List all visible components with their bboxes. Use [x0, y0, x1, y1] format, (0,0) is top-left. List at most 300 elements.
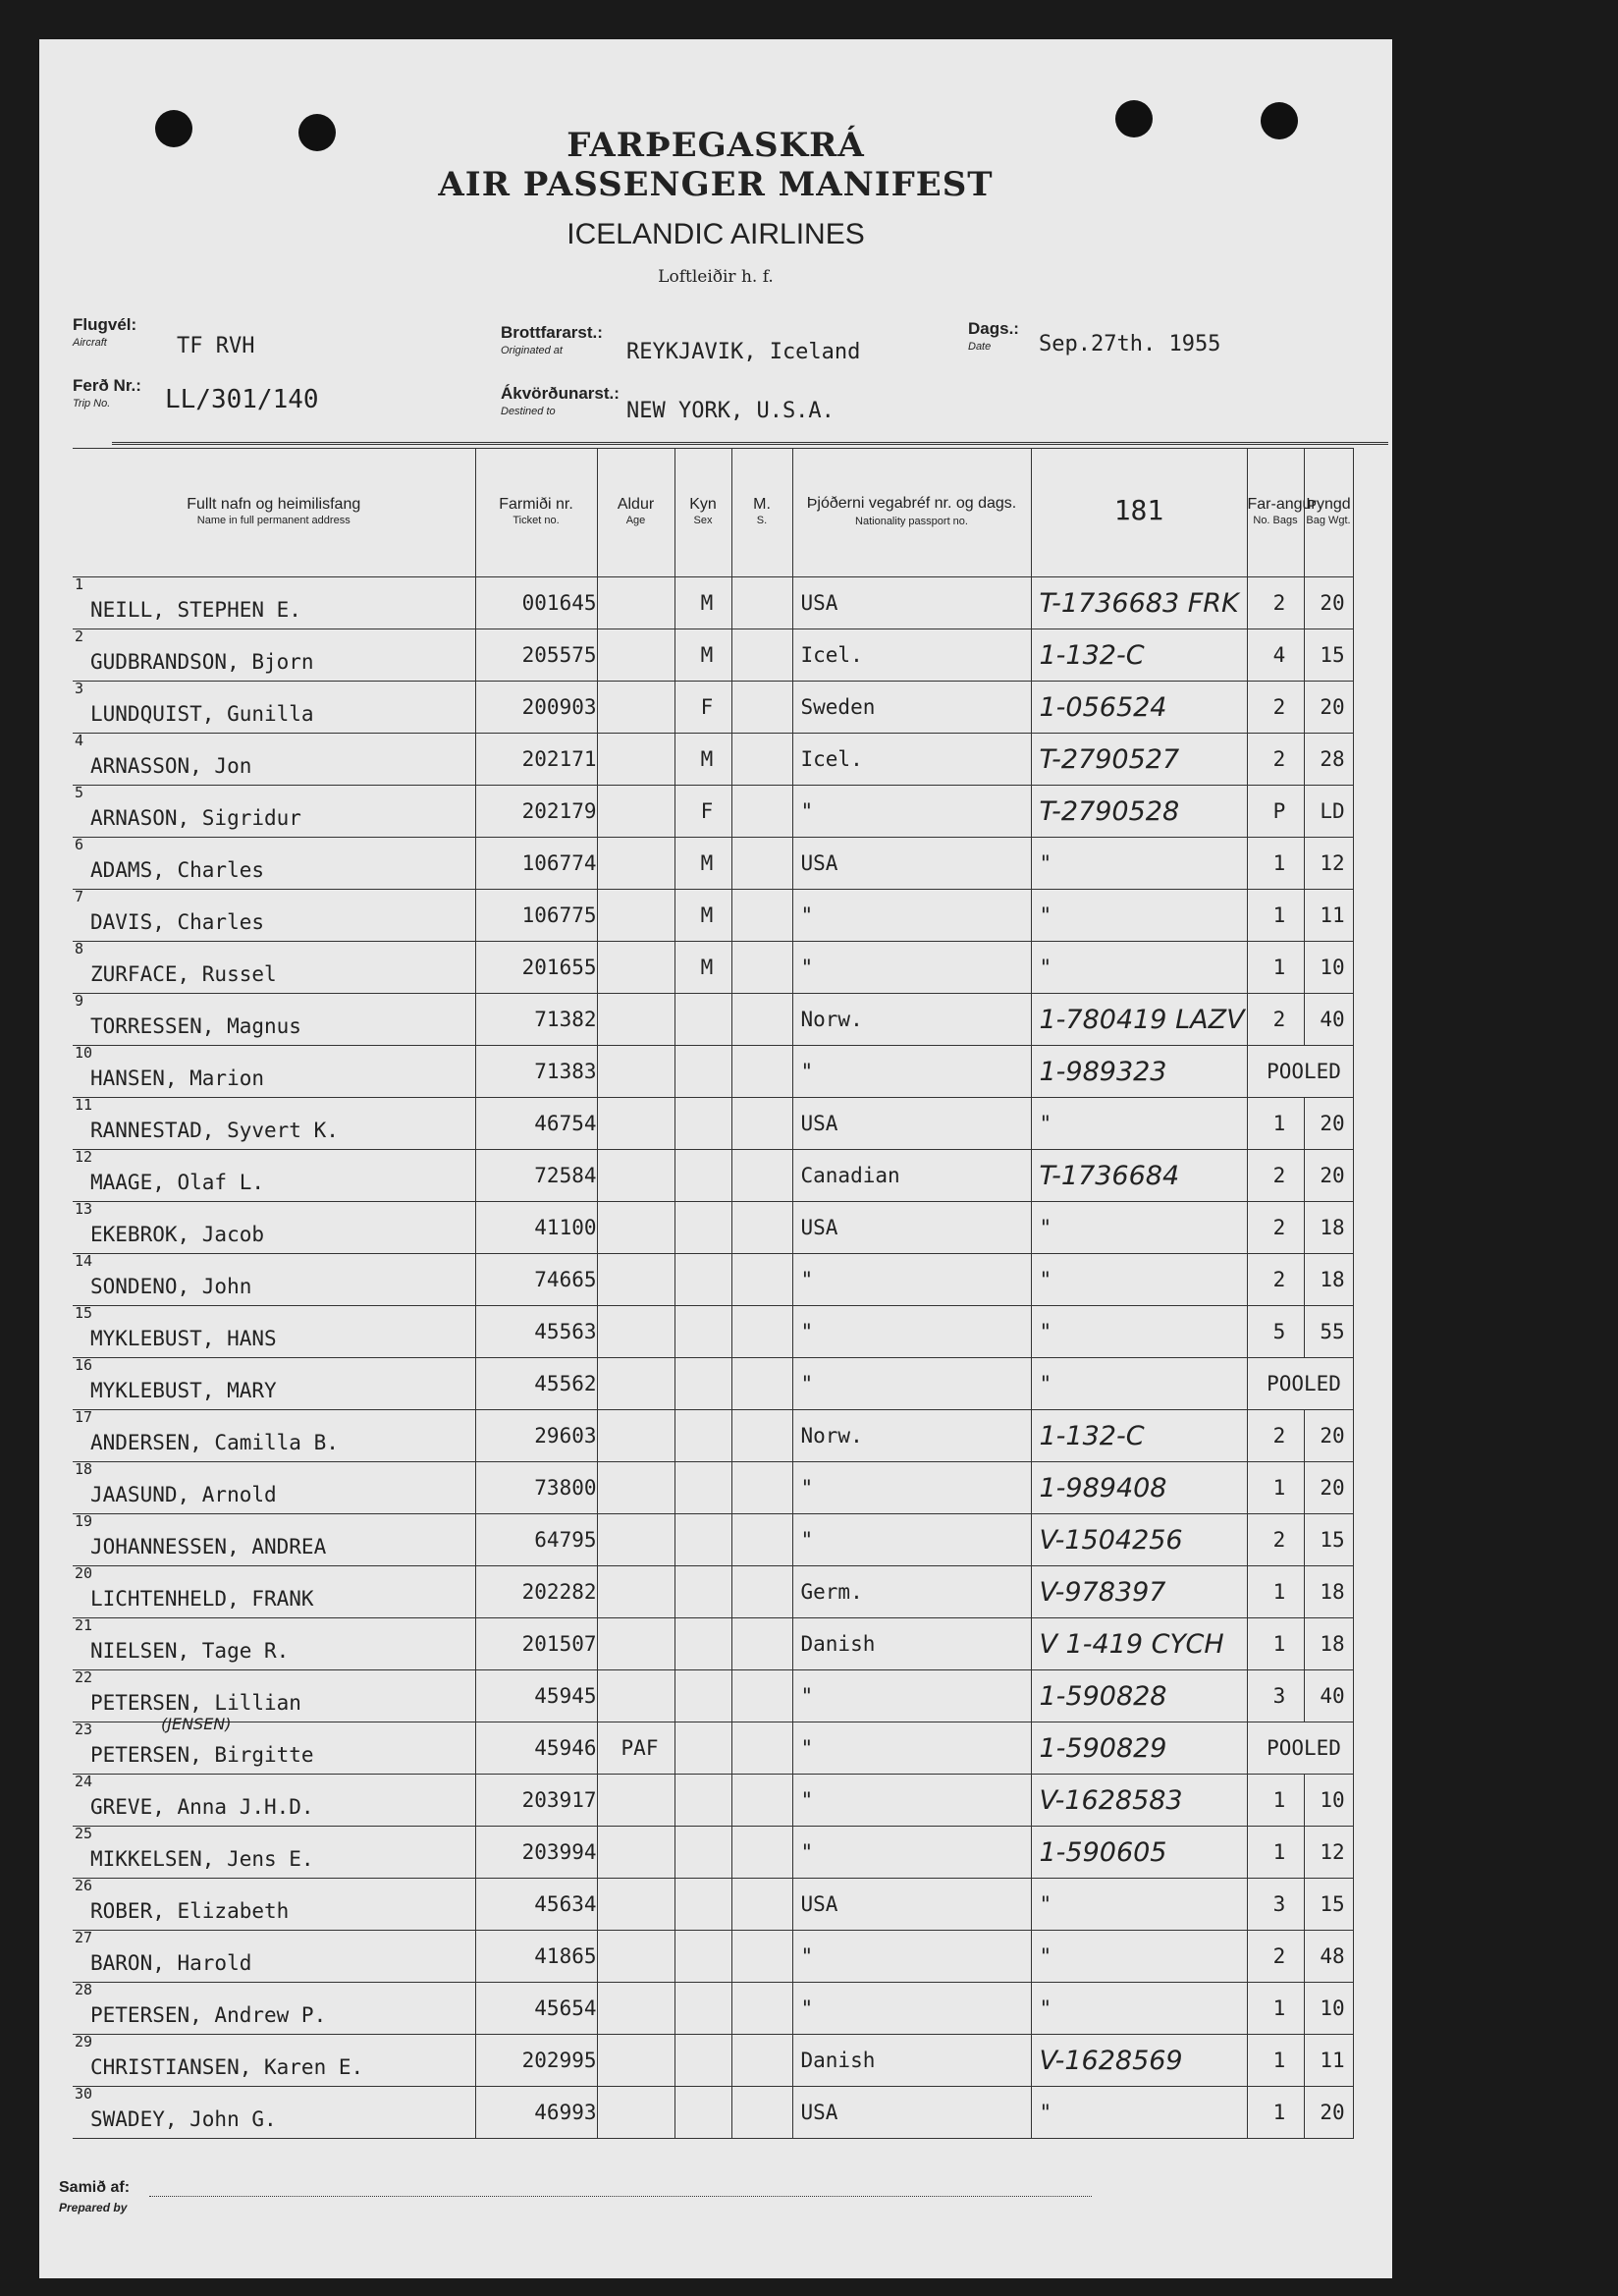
- ticket-cell: [475, 1775, 597, 1827]
- bags-cell: [1247, 2087, 1304, 2139]
- bags-cell: [1247, 994, 1304, 1046]
- passport-cell: [1031, 2087, 1247, 2139]
- title-icelandic: FARÞEGASKRÁ: [566, 126, 865, 165]
- bags-cell: [1247, 1202, 1304, 1254]
- sex-cell: [674, 1410, 731, 1462]
- ticket-value: 001645: [521, 591, 597, 615]
- passport-cell: [1031, 1202, 1247, 1254]
- nationality-cell: [792, 682, 1031, 734]
- sex-cell: [674, 1306, 731, 1358]
- ticket-value: 64795: [534, 1528, 597, 1552]
- col-name: Fullt nafn og heimilisfang Name in full permanent address: [73, 449, 475, 577]
- passenger-name: GREVE, Anna J.H.D.: [90, 1795, 314, 1819]
- passport-value: T-2790527: [1039, 743, 1180, 775]
- sex-value: [699, 1320, 707, 1343]
- nationality-value: USA: [800, 591, 838, 615]
- nationality-value: Norw.: [800, 1008, 863, 1031]
- sex-value: F: [700, 695, 714, 719]
- weight-cell: [1304, 890, 1353, 942]
- ticket-cell: [475, 2035, 597, 2087]
- table-row: [73, 734, 1353, 786]
- nationality-value: USA: [800, 1112, 838, 1135]
- passport-value: ": [1039, 956, 1052, 979]
- ticket-cell: [475, 994, 597, 1046]
- sex-value: [699, 1580, 707, 1604]
- origin-value: REYKJAVIK, Iceland: [626, 340, 861, 364]
- bags-cell: [1247, 1254, 1304, 1306]
- weight-cell: [1304, 1879, 1353, 1931]
- ticket-cell: [475, 1462, 597, 1514]
- sex-value: M: [700, 903, 714, 927]
- ticket-cell: [475, 942, 597, 994]
- weight-value: 40: [1320, 1008, 1345, 1031]
- sex-value: [699, 1996, 707, 2020]
- age-cell: [597, 1879, 674, 1931]
- row-number: 13: [75, 1200, 93, 1218]
- ticket-value: 46993: [534, 2101, 597, 2124]
- age-value: [632, 695, 640, 719]
- sex-cell: [674, 994, 731, 1046]
- ms-cell: [731, 890, 792, 942]
- sex-cell: [674, 838, 731, 890]
- sex-value: [699, 1840, 707, 1864]
- age-cell: [597, 1514, 674, 1566]
- weight-cell: [1304, 1775, 1353, 1827]
- nationality-value: USA: [800, 1892, 838, 1916]
- ticket-value: 202171: [521, 747, 597, 771]
- age-value: [632, 799, 640, 823]
- bags-value: POOLED: [1267, 1060, 1341, 1083]
- sex-cell: [674, 1202, 731, 1254]
- age-value: [632, 1424, 640, 1448]
- ms-cell: [731, 1254, 792, 1306]
- ticket-value: 205575: [521, 643, 597, 667]
- passenger-name: LICHTENHELD, FRANK: [90, 1587, 314, 1611]
- ticket-cell: [475, 2087, 597, 2139]
- nationality-value: USA: [800, 2101, 838, 2124]
- bags-cell: [1247, 1722, 1353, 1775]
- row-number: 25: [75, 1825, 93, 1842]
- destination-value: NEW YORK, U.S.A.: [626, 399, 835, 423]
- sex-value: [699, 1164, 707, 1187]
- passport-cell: [1031, 682, 1247, 734]
- ticket-cell: [475, 786, 597, 838]
- bags-value: 2: [1272, 1216, 1286, 1239]
- weight-value: 28: [1320, 747, 1345, 771]
- col-sex: Kyn Sex: [674, 449, 731, 577]
- weight-cell: [1304, 682, 1353, 734]
- passenger-name: SWADEY, John G.: [90, 2107, 277, 2131]
- row-number: 9: [75, 992, 84, 1010]
- nationality-cell: [792, 1879, 1031, 1931]
- ticket-value: 45562: [534, 1372, 597, 1395]
- sex-cell: [674, 1722, 731, 1775]
- row-number: 10: [75, 1044, 93, 1062]
- bags-value: POOLED: [1267, 1736, 1341, 1760]
- name-cell: [73, 2035, 475, 2087]
- ticket-value: 41100: [534, 1216, 597, 1239]
- age-value: [632, 1996, 640, 2020]
- ticket-value: 45634: [534, 1892, 597, 1916]
- name-cell: [73, 1931, 475, 1983]
- bags-value: 1: [1272, 1788, 1286, 1812]
- weight-cell: [1304, 1202, 1353, 1254]
- passport-value: T-1736683 FRK: [1039, 587, 1239, 619]
- passenger-name: MIKKELSEN, Jens E.: [90, 1847, 314, 1871]
- nationality-cell: [792, 1410, 1031, 1462]
- ms-cell: [731, 994, 792, 1046]
- passport-cell: [1031, 1410, 1247, 1462]
- passport-cell: [1031, 1254, 1247, 1306]
- weight-cell: [1304, 2087, 1353, 2139]
- dest-label: Ákvörðunarst.: Destined to: [501, 384, 620, 417]
- row-number: 16: [75, 1356, 93, 1374]
- row-number: 19: [75, 1512, 93, 1530]
- sex-value: M: [700, 591, 714, 615]
- bags-value: 4: [1272, 643, 1286, 667]
- age-value: [632, 1684, 640, 1708]
- sex-value: [699, 1736, 707, 1760]
- age-cell: [597, 1670, 674, 1722]
- bags-value: 3: [1272, 1684, 1286, 1708]
- ticket-value: 45654: [534, 1996, 597, 2020]
- ms-cell: [731, 1358, 792, 1410]
- ms-cell: [731, 1983, 792, 2035]
- name-cell: [73, 734, 475, 786]
- col-weight: Þyngd Bag Wgt.: [1304, 449, 1353, 577]
- passport-cell: [1031, 994, 1247, 1046]
- bags-cell: [1247, 1775, 1304, 1827]
- sex-cell: [674, 1618, 731, 1670]
- passenger-name: ROBER, Elizabeth: [90, 1899, 290, 1923]
- sex-cell: [674, 1514, 731, 1566]
- sex-value: M: [700, 956, 714, 979]
- nationality-value: USA: [800, 851, 838, 875]
- nationality-cell: [792, 890, 1031, 942]
- ticket-value: 45563: [534, 1320, 597, 1343]
- sex-value: [699, 2049, 707, 2072]
- weight-cell: [1304, 1618, 1353, 1670]
- age-cell: [597, 942, 674, 994]
- row-number: 7: [75, 888, 84, 905]
- ticket-cell: [475, 1254, 597, 1306]
- passport-cell: [1031, 1358, 1247, 1410]
- weight-value: 11: [1320, 903, 1345, 927]
- nationality-cell: [792, 1983, 1031, 2035]
- ticket-value: 74665: [534, 1268, 597, 1291]
- sex-value: [699, 1372, 707, 1395]
- bags-value: 1: [1272, 903, 1286, 927]
- aircraft-label: Flugvél: Aircraft: [73, 315, 137, 349]
- age-value: [632, 956, 640, 979]
- age-cell: [597, 1722, 674, 1775]
- col-bags: Far-angur No. Bags: [1247, 449, 1304, 577]
- ticket-cell: [475, 1150, 597, 1202]
- ticket-value: 201507: [521, 1632, 597, 1656]
- weight-value: 20: [1320, 1112, 1345, 1135]
- ticket-value: 46754: [534, 1112, 597, 1135]
- sex-value: F: [700, 799, 714, 823]
- passenger-name: MYKLEBUST, HANS: [90, 1327, 277, 1350]
- col-ms: M. S.: [731, 449, 792, 577]
- passport-cell: [1031, 942, 1247, 994]
- bags-cell: [1247, 1670, 1304, 1722]
- passport-value: 1-780419 LAZV: [1039, 1004, 1245, 1035]
- passport-cell: [1031, 1306, 1247, 1358]
- age-value: [632, 1892, 640, 1916]
- nationality-cell: [792, 1150, 1031, 1202]
- bags-cell: [1247, 629, 1304, 682]
- row-number: 4: [75, 732, 84, 749]
- bags-value: POOLED: [1267, 1372, 1341, 1395]
- ticket-cell: [475, 1931, 597, 1983]
- ticket-value: 41865: [534, 1944, 597, 1968]
- name-cell: [73, 890, 475, 942]
- nationality-cell: [792, 577, 1031, 629]
- age-cell: [597, 786, 674, 838]
- nationality-value: ": [800, 1476, 814, 1500]
- table-row: [73, 682, 1353, 734]
- name-cell: [73, 1358, 475, 1410]
- sex-value: [699, 1892, 707, 1916]
- sex-value: [699, 1476, 707, 1500]
- table-row: [73, 2035, 1353, 2087]
- row-number: 6: [75, 836, 84, 853]
- ms-cell: [731, 1410, 792, 1462]
- bags-cell: [1247, 1410, 1304, 1462]
- age-cell: [597, 1150, 674, 1202]
- ticket-value: 203994: [521, 1840, 597, 1864]
- sex-cell: [674, 1983, 731, 2035]
- sex-cell: [674, 1670, 731, 1722]
- airline-name: ICELANDIC AIRLINES: [566, 218, 865, 250]
- row-number: 2: [75, 628, 84, 645]
- weight-value: 18: [1320, 1580, 1345, 1604]
- nationality-cell: [792, 1462, 1031, 1514]
- ticket-cell: [475, 1879, 597, 1931]
- prepared-by-label: Samið af: Prepared by: [59, 2179, 131, 2214]
- passenger-name: GUDBRANDSON, Bjorn: [90, 650, 314, 674]
- header-row: [73, 449, 1353, 577]
- passport-value: 1-056524: [1039, 691, 1167, 723]
- weight-value: 15: [1320, 643, 1345, 667]
- ticket-cell: [475, 1098, 597, 1150]
- name-cell: [73, 682, 475, 734]
- passenger-name: NIELSEN, Tage R.: [90, 1639, 290, 1663]
- name-cell: [73, 629, 475, 682]
- sex-cell: [674, 1775, 731, 1827]
- bags-value: 1: [1272, 1476, 1286, 1500]
- row-number: 3: [75, 680, 84, 697]
- ticket-cell: [475, 1722, 597, 1775]
- weight-cell: [1304, 1670, 1353, 1722]
- age-cell: [597, 682, 674, 734]
- passport-value: ": [1039, 1216, 1052, 1239]
- header-rule: [112, 442, 1388, 445]
- passenger-name: ARNASSON, Jon: [90, 754, 252, 778]
- sex-value: [699, 1424, 707, 1448]
- age-value: [632, 1372, 640, 1395]
- weight-cell: [1304, 2035, 1353, 2087]
- table-row: [73, 1983, 1353, 2035]
- ms-cell: [731, 1618, 792, 1670]
- trip-label: Ferð Nr.: Trip No.: [73, 376, 141, 410]
- passenger-name: JAASUND, Arnold: [90, 1483, 277, 1506]
- weight-cell: [1304, 1150, 1353, 1202]
- sex-cell: [674, 1098, 731, 1150]
- ms-cell: [731, 942, 792, 994]
- table-row: [73, 1254, 1353, 1306]
- passport-value: ": [1039, 851, 1052, 875]
- bags-cell: [1247, 890, 1304, 942]
- ms-cell: [731, 1202, 792, 1254]
- passenger-name: MAAGE, Olaf L.: [90, 1171, 265, 1194]
- passport-cell: [1031, 1514, 1247, 1566]
- bags-value: 3: [1272, 1892, 1286, 1916]
- ticket-cell: [475, 577, 597, 629]
- name-cell: [73, 1254, 475, 1306]
- prepared-by-line: [149, 2196, 1092, 2197]
- bags-value: P: [1272, 799, 1286, 823]
- weight-cell: [1304, 1098, 1353, 1150]
- ms-cell: [731, 1827, 792, 1879]
- age-value: [632, 747, 640, 771]
- ticket-cell: [475, 734, 597, 786]
- weight-cell: [1304, 838, 1353, 890]
- passport-cell: [1031, 577, 1247, 629]
- passport-value: 1-989408: [1039, 1472, 1167, 1503]
- row-number: 5: [75, 784, 84, 801]
- bags-cell: [1247, 942, 1304, 994]
- ticket-cell: [475, 682, 597, 734]
- age-cell: [597, 1775, 674, 1827]
- nationality-value: Canadian: [800, 1164, 900, 1187]
- bags-value: 2: [1272, 1944, 1286, 1968]
- ms-cell: [731, 786, 792, 838]
- age-value: [632, 1216, 640, 1239]
- name-cell: [73, 1983, 475, 2035]
- age-cell: [597, 838, 674, 890]
- bags-value: 2: [1272, 695, 1286, 719]
- row-number: 20: [75, 1564, 93, 1582]
- passport-cell: [1031, 1046, 1247, 1098]
- passport-value: ": [1039, 2101, 1052, 2124]
- row-number: 30: [75, 2085, 93, 2103]
- nationality-cell: [792, 838, 1031, 890]
- bags-value: 1: [1272, 1840, 1286, 1864]
- passenger-name: BARON, Harold: [90, 1951, 252, 1975]
- bags-cell: [1247, 1046, 1353, 1098]
- row-number: 28: [75, 1981, 93, 1998]
- passport-value: 1-590605: [1039, 1836, 1167, 1868]
- table-row: [73, 994, 1353, 1046]
- weight-cell: [1304, 1462, 1353, 1514]
- nationality-value: ": [800, 1268, 814, 1291]
- bags-cell: [1247, 1358, 1353, 1410]
- age-cell: [597, 1254, 674, 1306]
- weight-value: 40: [1320, 1684, 1345, 1708]
- name-cell: [73, 1514, 475, 1566]
- ticket-cell: [475, 1358, 597, 1410]
- aircraft-value: TF RVH: [177, 334, 255, 358]
- ticket-cell: [475, 1566, 597, 1618]
- sex-cell: [674, 1254, 731, 1306]
- passport-cell: [1031, 1931, 1247, 1983]
- sex-cell: [674, 1462, 731, 1514]
- name-cell: [73, 942, 475, 994]
- passenger-name: LUNDQUIST, Gunilla: [90, 702, 314, 726]
- weight-value: 20: [1320, 1424, 1345, 1448]
- table-row: [73, 577, 1353, 629]
- sex-cell: [674, 1566, 731, 1618]
- name-cell: [73, 1410, 475, 1462]
- passport-value: ": [1039, 1268, 1052, 1291]
- weight-cell: [1304, 942, 1353, 994]
- age-value: [632, 643, 640, 667]
- nationality-value: Danish: [800, 2049, 876, 2072]
- passenger-name: JOHANNESSEN, ANDREA: [90, 1535, 327, 1558]
- passenger-name: PETERSEN, Lillian: [90, 1691, 301, 1715]
- passenger-name: ADAMS, Charles: [90, 858, 265, 882]
- ms-cell: [731, 1670, 792, 1722]
- weight-cell: [1304, 577, 1353, 629]
- table-row: [73, 942, 1353, 994]
- nationality-cell: [792, 2035, 1031, 2087]
- nationality-cell: [792, 1358, 1031, 1410]
- ticket-value: 106775: [521, 903, 597, 927]
- weight-value: 10: [1320, 956, 1345, 979]
- company-name: Loftleiðir h. f.: [658, 267, 774, 287]
- age-value: [632, 591, 640, 615]
- bags-cell: [1247, 1931, 1304, 1983]
- passport-cell: [1031, 1722, 1247, 1775]
- ticket-value: 202995: [521, 2049, 597, 2072]
- name-annotation: (JENSEN): [161, 1715, 232, 1733]
- ticket-value: 202282: [521, 1580, 597, 1604]
- sex-value: [699, 1112, 707, 1135]
- passport-value: ": [1039, 1372, 1052, 1395]
- age-value: PAF: [620, 1736, 659, 1760]
- age-value: [632, 1268, 640, 1291]
- sex-cell: [674, 682, 731, 734]
- passport-cell: [1031, 1150, 1247, 1202]
- ms-cell: [731, 1150, 792, 1202]
- table-row: [73, 838, 1353, 890]
- passport-value: ": [1039, 1944, 1052, 1968]
- name-cell: [73, 786, 475, 838]
- ms-cell: [731, 1098, 792, 1150]
- col-age: Aldur Age: [597, 449, 674, 577]
- age-value: [632, 1528, 640, 1552]
- bags-cell: [1247, 1827, 1304, 1879]
- table-row: [73, 1670, 1353, 1722]
- nationality-value: ": [800, 1528, 814, 1552]
- table-row: [73, 1827, 1353, 1879]
- row-number: 18: [75, 1460, 93, 1478]
- bags-cell: [1247, 1150, 1304, 1202]
- weight-value: 18: [1320, 1216, 1345, 1239]
- ticket-value: 45945: [534, 1684, 597, 1708]
- age-value: [632, 1632, 640, 1656]
- table-row: [73, 2087, 1353, 2139]
- weight-cell: [1304, 1254, 1353, 1306]
- weight-value: 12: [1320, 851, 1345, 875]
- row-number: 15: [75, 1304, 93, 1322]
- name-cell: [73, 1306, 475, 1358]
- sex-cell: [674, 577, 731, 629]
- sex-cell: [674, 734, 731, 786]
- weight-value: 12: [1320, 1840, 1345, 1864]
